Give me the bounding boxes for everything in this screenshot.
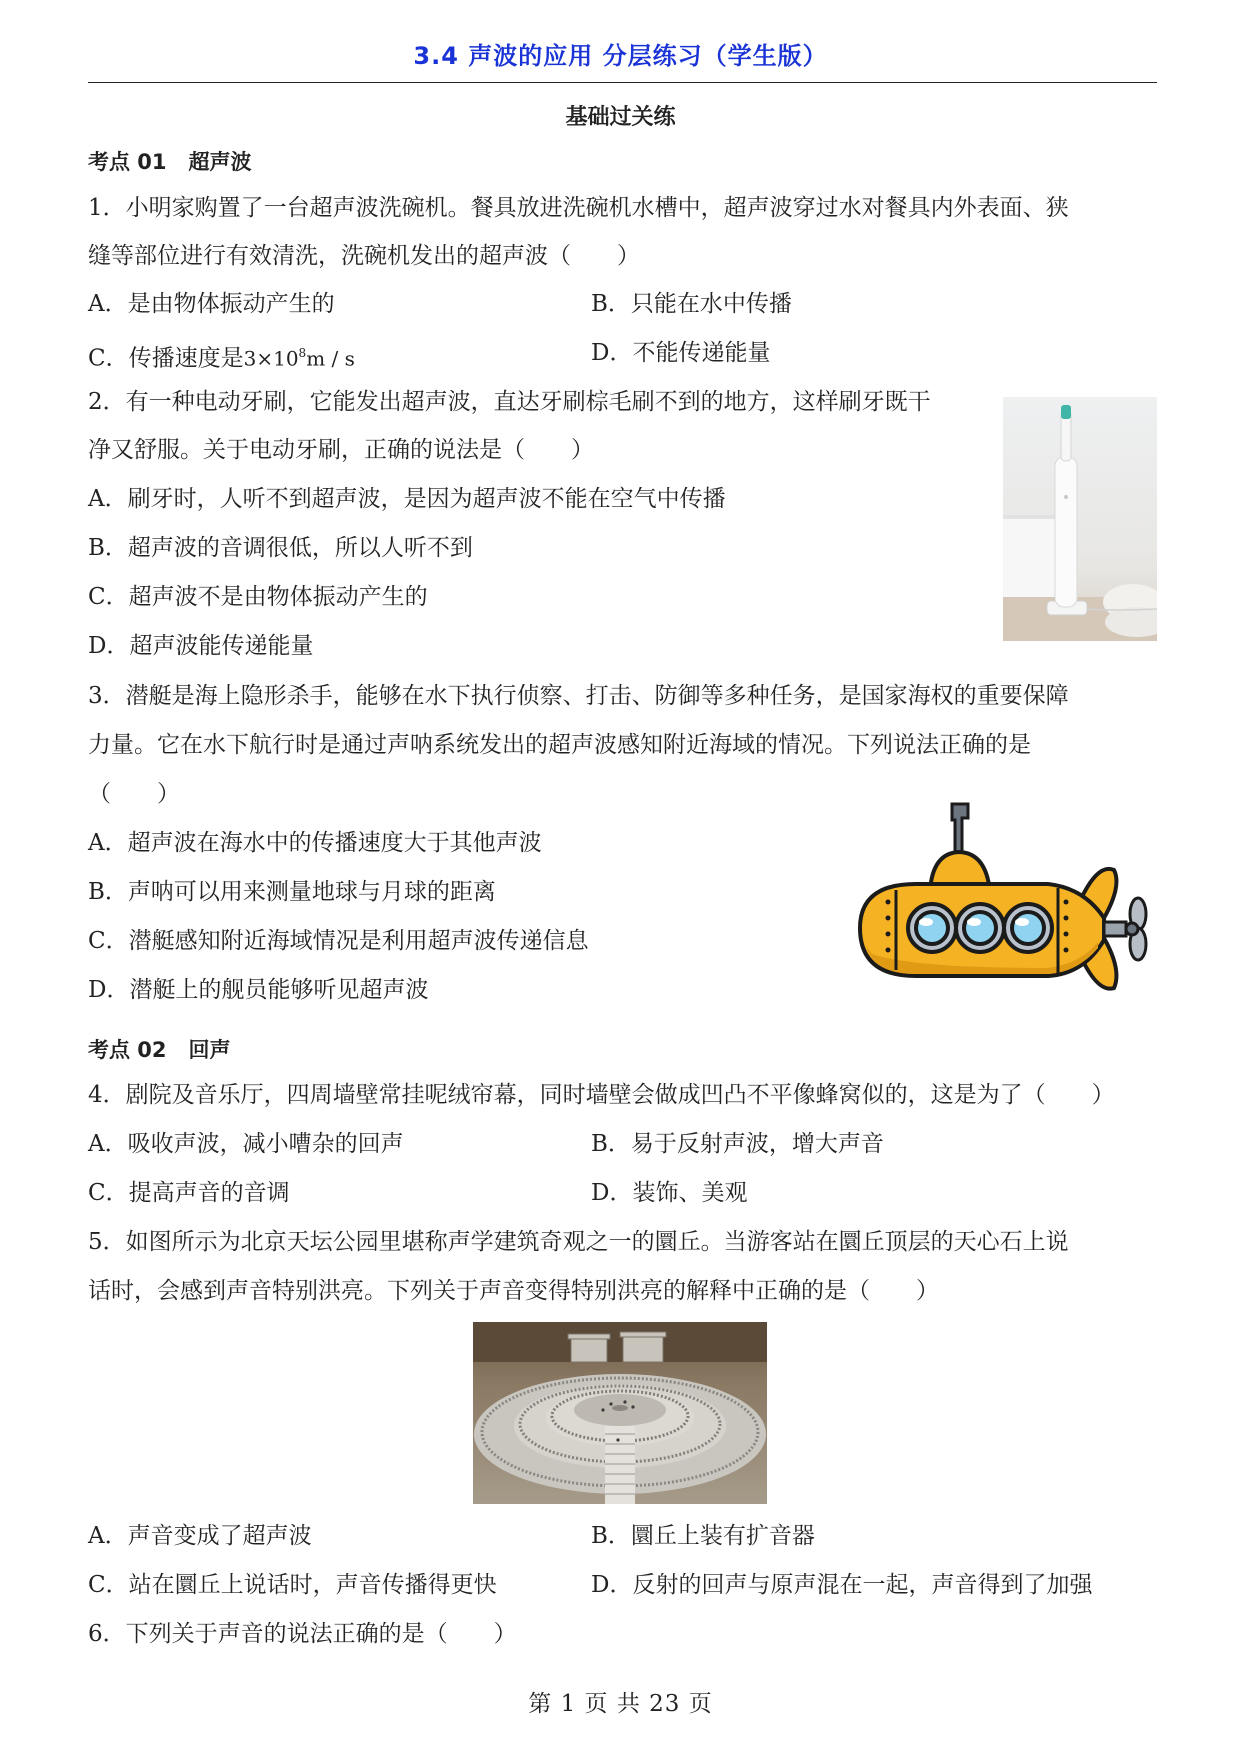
q1-stem-line1: 1．小明家购置了一台超声波洗碗机。餐具放进洗碗机水槽中，超声波穿过水对餐具内外表面、狭 — [88, 195, 1069, 221]
speed-exponent: 8 — [298, 346, 307, 360]
q1-option-a: A．是由物体振动产生的 — [88, 291, 335, 317]
electric-toothbrush-image — [1003, 397, 1157, 641]
q4-option-b: B．易于反射声波，增大声音 — [591, 1131, 884, 1157]
kaodian-name: 超声波 — [188, 150, 252, 174]
q3-stem-line3: （ ） — [88, 781, 180, 807]
q1-option-c — [88, 338, 355, 374]
section-title: 基础过关练 — [565, 105, 676, 130]
q3-stem-line2: 力量。它在水下航行时是通过声呐系统发出的超声波感知附近海域的情况。下列说法正确的是 — [88, 732, 1031, 758]
kaodian-name: 回声 — [188, 1038, 231, 1062]
q1-stem-line2: 缝等部位进行有效清洗，洗碗机发出的超声波（ ） — [88, 243, 640, 269]
q3-option-c: C．潜艇感知附近海域情况是利用超声波传递信息 — [88, 928, 589, 954]
q2-option-b: B．超声波的音调很低，所以人听不到 — [88, 535, 473, 561]
q1-option-c-prefix: C．传播速度是 — [88, 345, 244, 372]
q2-option-c: C．超声波不是由物体振动产生的 — [88, 584, 428, 610]
speed-unit: m / s — [306, 346, 355, 371]
q1-option-d: D．不能传递能量 — [591, 340, 771, 366]
q5-option-a: A．声音变成了超声波 — [88, 1523, 312, 1549]
q1-option-b: B．只能在水中传播 — [591, 291, 792, 317]
kaodian-number: 考点 01 — [88, 150, 167, 174]
q3-stem-line1: 3．潜艇是海上隐形杀手，能够在水下执行侦察、打击、防御等多种任务，是国家海权的重要保障 — [88, 683, 1069, 709]
q2-stem-line1: 2．有一种电动牙刷，它能发出超声波，直达牙刷棕毛刷不到的地方，这样刷牙既干 — [88, 389, 931, 415]
q5-option-b: B．圜丘上装有扩音器 — [591, 1523, 815, 1549]
q6-stem-line1: 6．下列关于声音的说法正确的是（ ） — [88, 1621, 517, 1647]
q4-stem-line1: 4．剧院及音乐厅，四周墙壁常挂呢绒帘幕，同时墙壁会做成凹凸不平像蜂窝似的，这是为了（ ） — [88, 1082, 1115, 1108]
q5-stem-line1: 5．如图所示为北京天坛公园里堪称声学建筑奇观之一的圜丘。当游客站在圜丘顶层的天心石上说 — [88, 1229, 1069, 1255]
q4-option-c: C．提高声音的音调 — [88, 1180, 290, 1206]
q2-stem-line2: 净又舒服。关于电动牙刷，正确的说法是（ ） — [88, 437, 594, 463]
q5-option-c: C．站在圜丘上说话时，声音传播得更快 — [88, 1572, 497, 1598]
q4-option-d: D．装饰、美观 — [591, 1180, 748, 1206]
kaodian-number: 考点 02 — [88, 1038, 167, 1062]
q2-option-d: D．超声波能传递能量 — [88, 633, 314, 659]
q3-option-d: D．潜艇上的舰员能够听见超声波 — [88, 977, 429, 1003]
circular-mound-altar-image — [473, 1322, 767, 1504]
yellow-submarine-image — [852, 798, 1158, 996]
q3-option-a: A．超声波在海水中的传播速度大于其他声波 — [88, 830, 542, 856]
speed-base: 3×10 — [243, 346, 299, 371]
q5-stem-line2: 话时，会感到声音特别洪亮。下列关于声音变得特别洪亮的解释中正确的是（ ） — [88, 1278, 939, 1304]
kaodian-01-heading — [88, 146, 252, 176]
document-title: 3.4 声波的应用 分层练习（学生版） — [413, 42, 828, 70]
kaodian-02-heading — [88, 1034, 231, 1064]
q5-option-d: D．反射的回声与原声混在一起，声音得到了加强 — [591, 1572, 1093, 1598]
page-number-footer: 第 1 页 共 23 页 — [528, 1691, 713, 1717]
q4-option-a: A．吸收声波，减小嘈杂的回声 — [88, 1131, 404, 1157]
header-divider — [88, 82, 1157, 83]
q2-option-a: A．刷牙时，人听不到超声波，是因为超声波不能在空气中传播 — [88, 486, 726, 512]
q3-option-b: B．声呐可以用来测量地球与月球的距离 — [88, 879, 496, 905]
